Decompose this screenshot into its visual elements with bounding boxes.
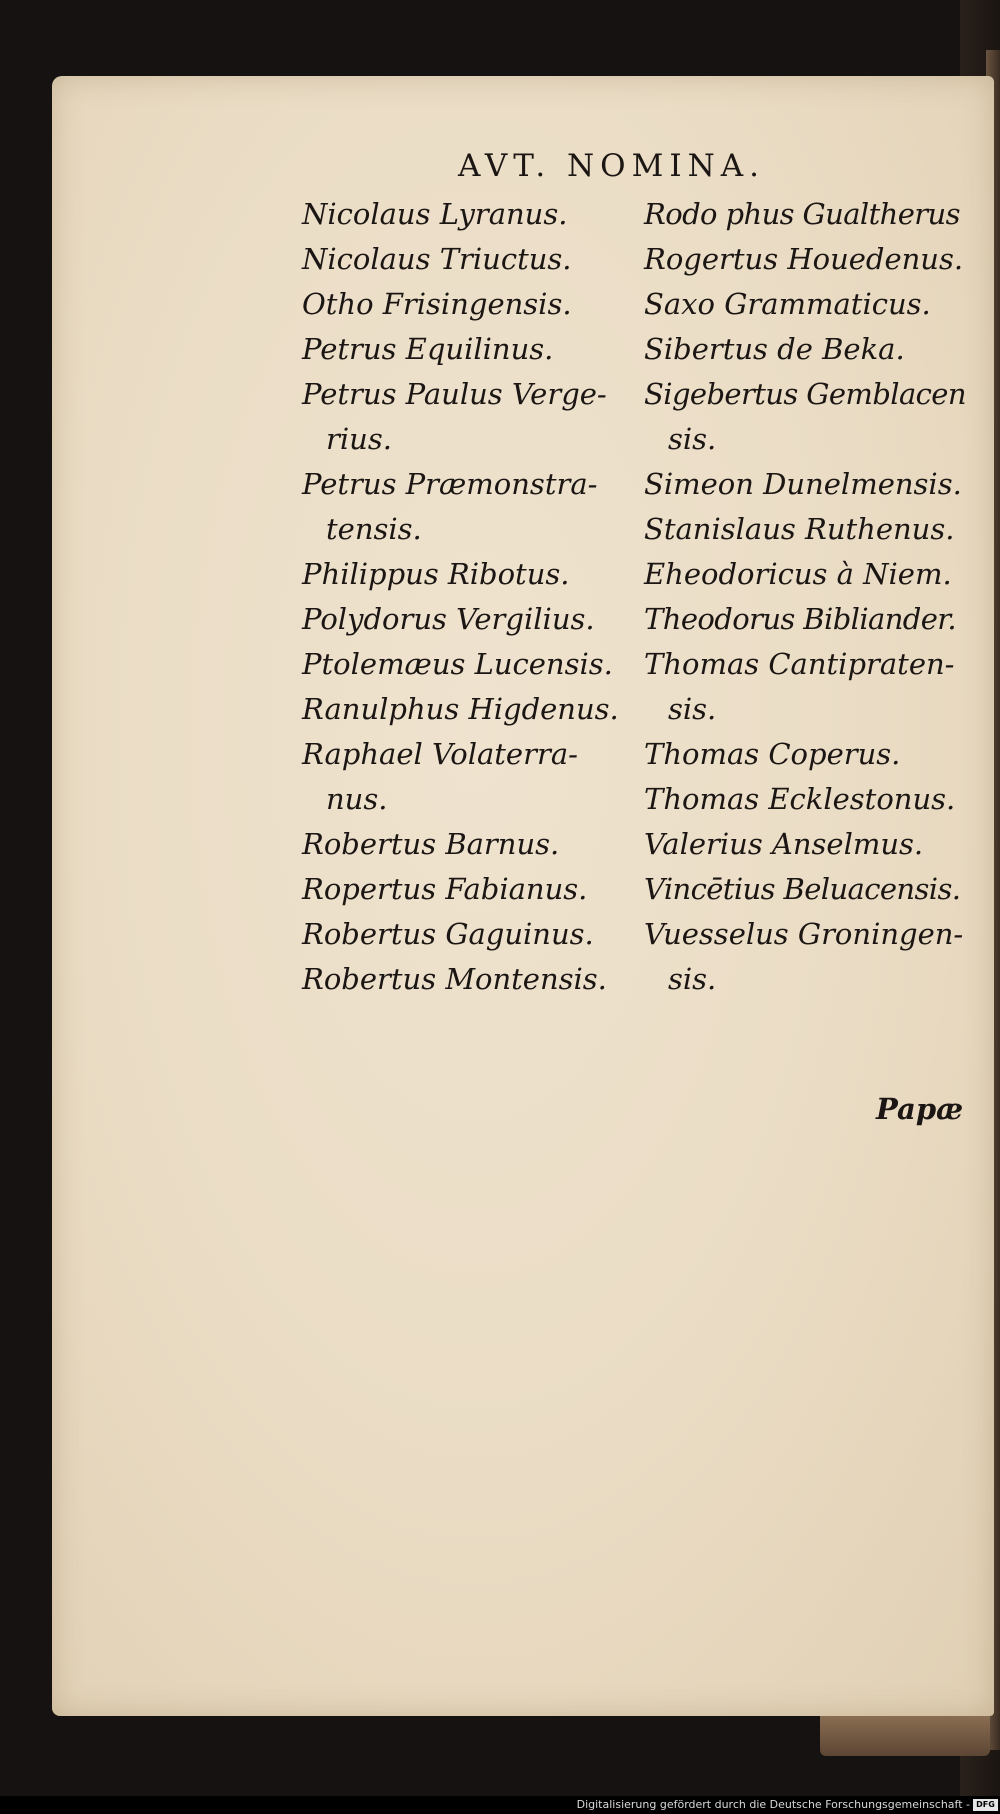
list-item: Stanislaus Ruthenus. <box>644 512 955 546</box>
list-item: Ranulphus Higdenus. <box>302 692 619 726</box>
list-item: Ptolemæus Lucensis. <box>302 647 613 681</box>
list-item: Otho Frisingensis. <box>302 287 572 321</box>
list-item: Raphael Volaterra- <box>302 737 578 771</box>
list-item-continuation: rius. <box>326 422 392 456</box>
list-item: Nicolaus Lyranus. <box>302 197 568 231</box>
running-head: AVT. NOMINA. <box>458 148 765 184</box>
list-item-continuation: tensis. <box>326 512 422 546</box>
dfg-logo: DFG <box>973 1799 998 1811</box>
catchword: Papæ <box>876 1092 964 1126</box>
list-item: Robertus Barnus. <box>302 827 560 861</box>
list-item: Robertus Montensis. <box>302 962 607 996</box>
list-item: Saxo Grammaticus. <box>644 287 931 321</box>
list-item: Simeon Dunelmensis. <box>644 467 962 501</box>
list-item: Thomas Coperus. <box>644 737 901 771</box>
list-item: Ropertus Fabianus. <box>302 872 588 906</box>
list-item: Petrus Equilinus. <box>302 332 554 366</box>
right-name-column <box>644 192 974 1002</box>
list-item: Robertus Gaguinus. <box>302 917 594 951</box>
list-item-continuation: sis. <box>668 422 717 456</box>
list-item: Theodorus Bibliander. <box>644 602 956 636</box>
list-item-continuation: sis. <box>668 692 717 726</box>
list-item: Polydorus Vergilius. <box>302 602 595 636</box>
list-item: Rodo phus Gualtherus <box>644 197 960 231</box>
list-item: Thomas Cantipraten- <box>644 647 955 681</box>
left-name-column <box>302 192 622 1002</box>
list-item: Valerius Anselmus. <box>644 827 924 861</box>
list-item-continuation: sis. <box>668 962 717 996</box>
list-item: Sigebertus Gemblacen <box>644 377 966 411</box>
list-item: Vincētius Beluacensis. <box>644 872 961 906</box>
list-item: Petrus Paulus Verge- <box>302 377 607 411</box>
list-item: Rogertus Houedenus. <box>644 242 964 276</box>
list-item-continuation: nus. <box>326 782 388 816</box>
list-item: Nicolaus Triuctus. <box>302 242 572 276</box>
list-item: Sibertus de Beka. <box>644 332 905 366</box>
list-item: Vuesselus Groningen- <box>644 917 964 951</box>
list-item: Eheodoricus à Niem. <box>644 557 952 591</box>
list-item: Philippus Ribotus. <box>302 557 570 591</box>
footer-credit: Digitalisierung gefördert durch die Deutsche Forschungsgemeinschaft - <box>576 1798 970 1811</box>
list-item: Petrus Præmonstra- <box>302 467 598 501</box>
book-cover-corner <box>820 1716 990 1756</box>
list-item: Thomas Ecklestonus. <box>644 782 956 816</box>
